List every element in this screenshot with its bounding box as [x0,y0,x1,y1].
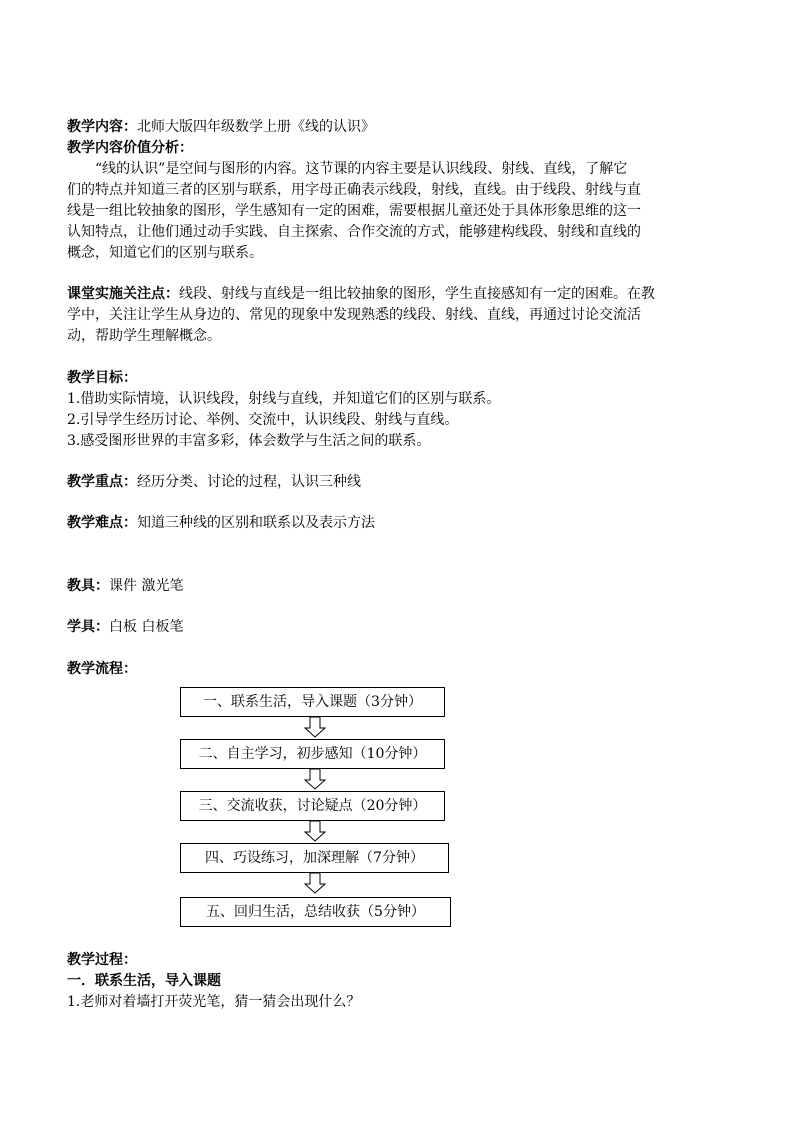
goal-item: 3.感受图形世界的丰富多彩，体会数学与生活之间的联系。 [67,433,431,449]
goal-item: 2.引导学生经历讨论、举例、交流中，认识线段、射线与直线。 [67,412,459,428]
difficulty-text: 知道三种线的区别和联系以及表示方法 [137,515,375,531]
paragraph-line: 线是一组比较抽象的图形，学生感知有一定的困难，需要根据儿童还处于具体形象思维的这一 [67,203,641,219]
teacher-tools-label: 教具： [67,578,109,594]
difficulty-line [67,513,729,534]
focus-paragraph [67,284,729,347]
key-point-text: 经历分类、讨论的过程，认识三种线 [137,474,361,490]
paragraph-line: 动，帮助学生理解概念。 [67,328,221,344]
flow-step-3: 三、交流收获，讨论疑点（20分钟） [180,791,445,821]
paragraph-line: 学中，关注让学生从身边的、常见的现象中发现熟悉的线段、射线、直线，再通过讨论交流活 [67,307,641,323]
paragraph-line: 认知特点，让他们通过动手实践、自主探索、合作交流的方式，能够建构线段、射线和直线的 [67,224,641,240]
paragraph-line: 们的特点并知道三者的区别与联系，用字母正确表示线段，射线，直线。由于线段、射线与直 [67,182,641,198]
flow-label: 教学流程： [67,661,137,677]
paragraph-line: 概念，知道它们的区别与联系。 [67,245,263,261]
teacher-tools-text: 课件 激光笔 [109,578,184,594]
student-tools-line [67,617,729,638]
student-tools-text: 白板 白板笔 [109,619,184,635]
value-analysis-paragraph [67,159,729,264]
content-line [67,117,729,138]
teacher-tools-line [67,576,729,597]
paragraph-line: 线段、射线与直线是一组比较抽象的图形，学生直接感知有一定的困难。在教 [179,286,655,302]
difficulty-label: 教学难点： [67,515,137,531]
flow-step-5: 五、回归生活，总结收获（5分钟） [180,897,451,927]
flow-step-2: 二、自主学习，初步感知（10分钟） [180,739,445,769]
down-arrow-icon [304,716,326,738]
goals-label: 教学目标： [67,370,137,386]
goals-section [67,368,729,452]
value-analysis-label: 教学内容价值分析： [67,140,193,156]
flow-step-4: 四、巧设练习，加深理解（7分钟） [180,843,449,873]
goal-item: 1.借助实际情境，认识线段，射线与直线，并知道它们的区别与联系。 [67,391,501,407]
process-section [67,950,729,1013]
content-label: 教学内容： [67,119,137,135]
down-arrow-icon [304,872,326,894]
process-item: 1.老师对着墙打开荧光笔，猜一猜会出现什么？ [67,994,361,1010]
flow-step-1: 一、联系生活，导入课题（3分钟） [180,687,445,717]
key-point-label: 教学重点： [67,474,137,490]
paragraph-line: “线的认识”是空间与图形的内容。这节课的内容主要是认识线段、射线、直线，了解它 [95,161,628,177]
process-label: 教学过程： [67,952,137,968]
key-point-line [67,472,729,493]
down-arrow-icon [304,820,326,842]
focus-label: 课堂实施关注点： [67,286,179,302]
content-text: 北师大版四年级数学上册《线的认识》 [137,119,375,135]
process-section-heading: 一．联系生活，导入课题 [67,973,221,989]
down-arrow-icon [304,768,326,790]
student-tools-label: 学具： [67,619,109,635]
